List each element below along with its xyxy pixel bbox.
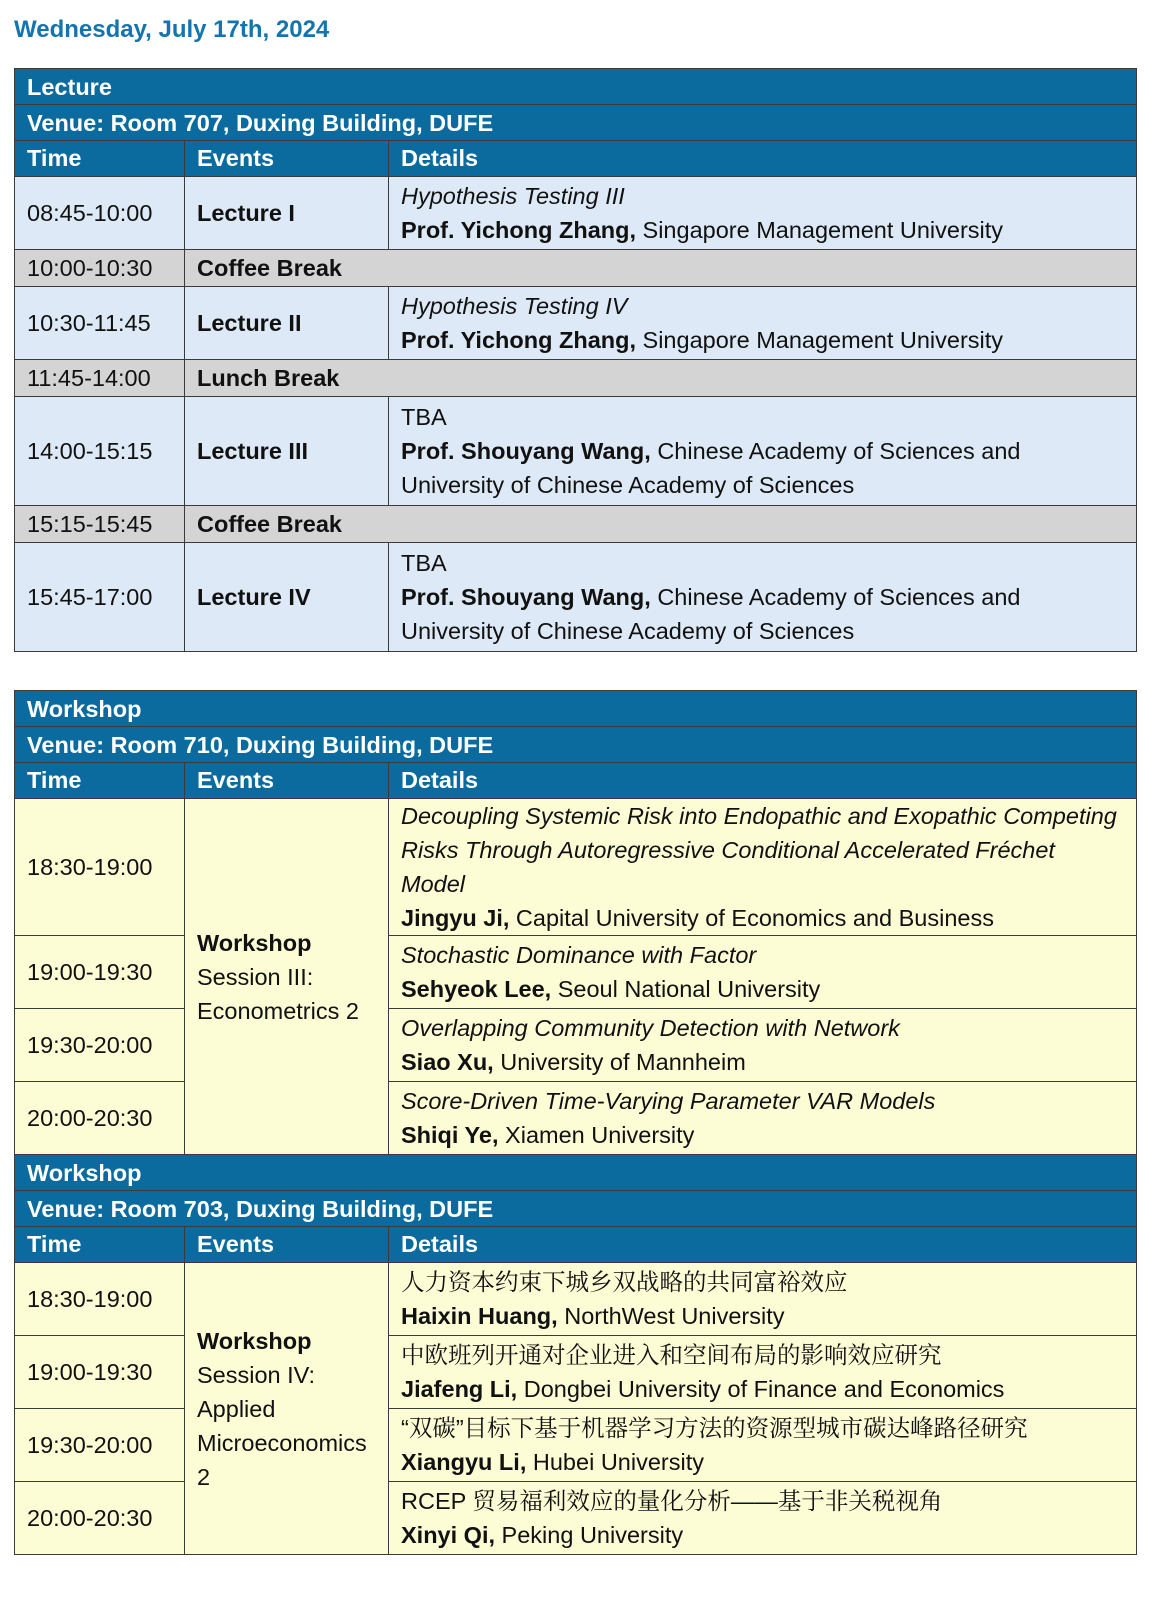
lecture-table bbox=[14, 68, 1137, 652]
table-row bbox=[15, 287, 1137, 360]
table-row bbox=[15, 799, 1137, 936]
talk-title: RCEP 贸易福利效应的量化分析——基于非关税视角 bbox=[401, 1488, 943, 1514]
row-details bbox=[389, 177, 1137, 250]
section-label: Lecture bbox=[15, 69, 1137, 105]
row-details bbox=[389, 397, 1137, 506]
row-time: 08:45-10:00 bbox=[15, 177, 185, 250]
table-row bbox=[15, 177, 1137, 250]
speaker-affiliation: Capital University of Economics and Business bbox=[509, 905, 994, 931]
row-time: 19:30-20:00 bbox=[15, 1409, 185, 1482]
venue-label: Venue: Room 707, Duxing Building, DUFE bbox=[15, 105, 1137, 141]
speaker-name: Shiqi Ye, bbox=[401, 1122, 499, 1148]
row-details bbox=[389, 1409, 1137, 1482]
row-time: 20:00-20:30 bbox=[15, 1482, 185, 1555]
speaker-name: Haixin Huang, bbox=[401, 1303, 558, 1329]
row-time: 10:30-11:45 bbox=[15, 287, 185, 360]
session-topic: Applied bbox=[197, 1395, 276, 1422]
row-time: 11:45-14:00 bbox=[15, 360, 185, 397]
talk-title: Hypothesis Testing III bbox=[401, 183, 625, 209]
speaker-affiliation: Seoul National University bbox=[551, 976, 821, 1002]
break-row bbox=[15, 360, 1137, 397]
session-title: Workshop bbox=[197, 1327, 312, 1354]
break-label: Coffee Break bbox=[185, 506, 1137, 543]
header-time: Time bbox=[15, 141, 185, 177]
row-event: Lecture I bbox=[185, 177, 389, 250]
workshop-table bbox=[14, 690, 1137, 1555]
speaker-affiliation: NorthWest University bbox=[557, 1303, 785, 1329]
row-event: Lecture III bbox=[185, 397, 389, 506]
row-time: 19:00-19:30 bbox=[15, 1336, 185, 1409]
session-number: Session III: bbox=[197, 963, 314, 990]
table-row bbox=[15, 1336, 1137, 1409]
talk-title: 中欧班列开通对企业进入和空间布局的影响效应研究 bbox=[401, 1342, 942, 1368]
row-details bbox=[389, 1263, 1137, 1336]
session-topic-2: Microeconomics 2 bbox=[197, 1429, 367, 1490]
talk-title: “双碳”目标下基于机器学习方法的资源型城市碳达峰路径研究 bbox=[401, 1415, 1028, 1441]
table-row bbox=[15, 936, 1137, 1009]
row-details bbox=[389, 936, 1137, 1009]
header-time: Time bbox=[15, 1227, 185, 1263]
row-details bbox=[389, 543, 1137, 652]
talk-title: Hypothesis Testing IV bbox=[401, 293, 628, 319]
venue-label: Venue: Room 710, Duxing Building, DUFE bbox=[15, 727, 1137, 763]
speaker-name: Siao Xu, bbox=[401, 1049, 494, 1075]
section-label: Workshop bbox=[15, 1155, 1137, 1191]
table-row bbox=[15, 1409, 1137, 1482]
table-row bbox=[15, 1009, 1137, 1082]
table-row bbox=[15, 543, 1137, 652]
table-header bbox=[15, 141, 1137, 177]
speaker-name: Sehyeok Lee, bbox=[401, 976, 552, 1002]
header-details: Details bbox=[389, 141, 1137, 177]
row-time: 15:15-15:45 bbox=[15, 506, 185, 543]
row-time: 18:30-19:00 bbox=[15, 1263, 185, 1336]
speaker-affiliation: University of Mannheim bbox=[493, 1049, 746, 1075]
speaker-affiliation: Singapore Management University bbox=[636, 327, 1004, 353]
table-row bbox=[15, 1482, 1137, 1555]
speaker-affiliation: Peking University bbox=[495, 1522, 684, 1548]
session-title: Workshop bbox=[197, 929, 312, 956]
talk-title: TBA bbox=[401, 404, 447, 430]
row-event: Lecture II bbox=[185, 287, 389, 360]
table-row bbox=[15, 1263, 1137, 1336]
header-events: Events bbox=[185, 763, 389, 799]
talk-title: Overlapping Community Detection with Network bbox=[401, 1015, 900, 1041]
row-details bbox=[389, 1482, 1137, 1555]
speaker-name: Xinyi Qi, bbox=[401, 1522, 496, 1548]
table-header bbox=[15, 763, 1137, 799]
table-row bbox=[15, 1082, 1137, 1155]
row-details bbox=[389, 287, 1137, 360]
speaker-name: Xiangyu Li, bbox=[401, 1449, 527, 1475]
row-details bbox=[389, 1336, 1137, 1409]
row-time: 19:00-19:30 bbox=[15, 936, 185, 1009]
table-row bbox=[15, 397, 1137, 506]
talk-title: TBA bbox=[401, 550, 447, 576]
break-label: Coffee Break bbox=[185, 250, 1137, 287]
row-time: 20:00-20:30 bbox=[15, 1082, 185, 1155]
speaker-affiliation: Chinese Academy of Sciences and University of Chinese Academy of Sciences bbox=[401, 584, 1021, 644]
row-time: 19:30-20:00 bbox=[15, 1009, 185, 1082]
row-event: Lecture IV bbox=[185, 543, 389, 652]
header-events: Events bbox=[185, 1227, 389, 1263]
speaker-affiliation: Singapore Management University bbox=[636, 217, 1004, 243]
row-details bbox=[389, 1009, 1137, 1082]
speaker-affiliation: Chinese Academy of Sciences and University of Chinese Academy of Sciences bbox=[401, 438, 1021, 498]
talk-title: 人力资本约束下城乡双战略的共同富裕效应 bbox=[401, 1269, 848, 1295]
speaker-name: Jiafeng Li, bbox=[401, 1376, 518, 1402]
talk-title: Decoupling Systemic Risk into Endopathic and Exopathic Competing Risks Through Autoregressive Conditional Accelerated Fréchet Model bbox=[401, 803, 1117, 897]
talk-title: Score-Driven Time-Varying Parameter VAR Models bbox=[401, 1088, 936, 1114]
venue-label: Venue: Room 703, Duxing Building, DUFE bbox=[15, 1191, 1137, 1227]
row-time: 10:00-10:30 bbox=[15, 250, 185, 287]
table-header bbox=[15, 1227, 1137, 1263]
speaker-affiliation: Xiamen University bbox=[498, 1122, 695, 1148]
session-topic: Econometrics 2 bbox=[197, 997, 359, 1024]
row-time: 14:00-15:15 bbox=[15, 397, 185, 506]
speaker-affiliation: Hubei University bbox=[526, 1449, 704, 1475]
section-label: Workshop bbox=[15, 691, 1137, 727]
session-name bbox=[185, 1263, 389, 1555]
speaker-name: Prof. Shouyang Wang, bbox=[401, 584, 651, 610]
row-details bbox=[389, 799, 1137, 936]
session-name bbox=[185, 799, 389, 1155]
header-time: Time bbox=[15, 763, 185, 799]
session-number: Session IV: bbox=[197, 1361, 315, 1388]
speaker-name: Prof. Yichong Zhang, bbox=[401, 327, 636, 353]
row-time: 15:45-17:00 bbox=[15, 543, 185, 652]
page-date: Wednesday, July 17th, 2024 bbox=[14, 16, 330, 43]
speaker-name: Prof. Yichong Zhang, bbox=[401, 217, 636, 243]
speaker-affiliation: Dongbei University of Finance and Economics bbox=[517, 1376, 1005, 1402]
speaker-name: Jingyu Ji, bbox=[401, 905, 510, 931]
talk-title: Stochastic Dominance with Factor bbox=[401, 942, 757, 968]
break-row bbox=[15, 506, 1137, 543]
row-details bbox=[389, 1082, 1137, 1155]
header-details: Details bbox=[389, 763, 1137, 799]
row-time: 18:30-19:00 bbox=[15, 799, 185, 936]
break-label: Lunch Break bbox=[185, 360, 1137, 397]
header-events: Events bbox=[185, 141, 389, 177]
header-details: Details bbox=[389, 1227, 1137, 1263]
break-row bbox=[15, 250, 1137, 287]
speaker-name: Prof. Shouyang Wang, bbox=[401, 438, 651, 464]
